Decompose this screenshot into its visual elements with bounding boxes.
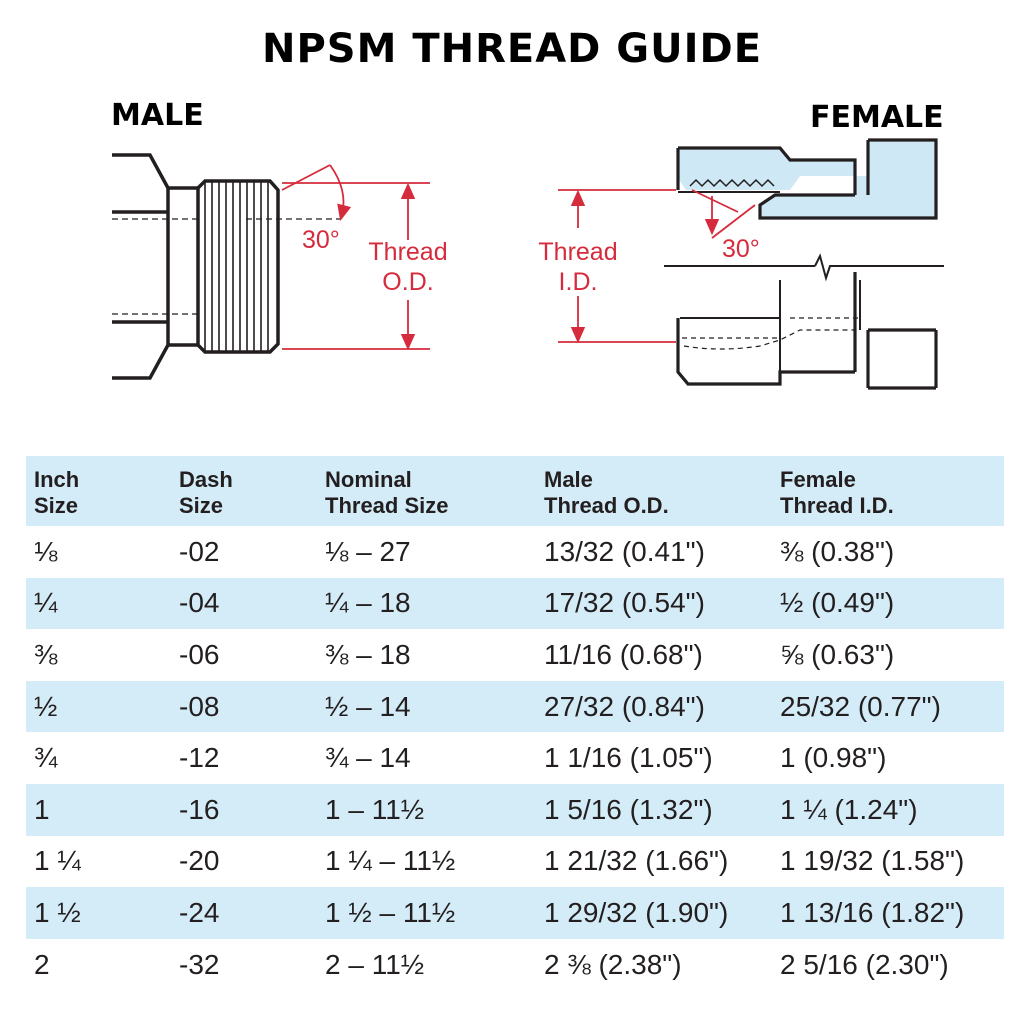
cell-dash-size: -06 — [179, 638, 220, 670]
header-dash-size: Dash Size — [179, 467, 233, 518]
cell-female-id: 25/32 (0.77") — [780, 690, 941, 722]
cell-nominal-thread: ½ – 14 — [325, 690, 411, 722]
female-label: FEMALE — [810, 100, 944, 135]
cell-female-id: ⅝ (0.63") — [780, 638, 895, 670]
cell-dash-size: -04 — [179, 587, 220, 619]
cell-female-id: 1 13/16 (1.82") — [780, 896, 965, 928]
female-dimension-line2: I.D. — [558, 268, 598, 296]
table-row — [26, 784, 1004, 836]
thread-size-table — [26, 456, 1004, 990]
table-row — [26, 681, 1004, 733]
male-thread-lines — [205, 182, 268, 351]
cell-nominal-thread: 2 – 11½ — [325, 948, 425, 980]
header-female-thread-id: Female Thread I.D. — [780, 467, 894, 518]
table-row — [26, 732, 1004, 784]
table-header-row — [26, 456, 1004, 526]
cell-female-id: 1 19/32 (1.58") — [780, 845, 965, 877]
cell-male-od: 1 29/32 (1.90") — [544, 896, 729, 928]
male-fitting — [112, 155, 278, 378]
cell-inch-size: 1 — [34, 793, 50, 825]
thread-diagram — [0, 0, 1024, 440]
cell-female-id: 2 5/16 (2.30") — [780, 948, 949, 980]
cell-dash-size: -32 — [179, 948, 220, 980]
cell-female-id: 1 (0.98") — [780, 742, 887, 774]
table-row — [26, 939, 1004, 991]
cell-inch-size: ¾ — [34, 742, 58, 774]
cell-male-od: 1 21/32 (1.66") — [544, 845, 729, 877]
cell-inch-size: 1 ½ — [34, 896, 81, 928]
cell-inch-size: ⅜ — [34, 638, 58, 670]
cell-nominal-thread: 1 ¼ – 11½ — [325, 845, 456, 877]
cell-inch-size: ¼ — [34, 587, 58, 619]
cell-male-od: 11/16 (0.68") — [544, 638, 703, 670]
page-title: NPSM THREAD GUIDE — [261, 26, 763, 72]
table-row — [26, 629, 1004, 681]
header-nominal-thread-size: Nominal Thread Size — [325, 467, 449, 518]
header-inch-size: Inch Size — [34, 467, 80, 518]
cell-nominal-thread: ¼ – 18 — [325, 587, 411, 619]
cell-female-id: ½ (0.49") — [780, 587, 895, 619]
cell-male-od: 2 ⅜ (2.38") — [544, 948, 682, 980]
cell-female-id: 1 ¼ (1.24") — [780, 793, 918, 825]
cell-male-od: 13/32 (0.41") — [544, 535, 705, 567]
male-dimension-line2: O.D. — [382, 268, 434, 296]
cell-dash-size: -12 — [179, 742, 220, 774]
male-label: MALE — [111, 98, 204, 133]
cell-dash-size: -24 — [179, 896, 220, 928]
cell-dash-size: -08 — [179, 690, 220, 722]
cell-male-od: 1 5/16 (1.32") — [544, 793, 713, 825]
female-angle-text: 30° — [722, 235, 760, 263]
cell-dash-size: -02 — [179, 535, 220, 567]
male-angle-text: 30° — [302, 226, 340, 254]
female-fitting — [664, 140, 944, 388]
cell-dash-size: -16 — [179, 793, 220, 825]
cell-inch-size: 2 — [34, 948, 50, 980]
cell-male-od: 17/32 (0.54") — [544, 587, 705, 619]
cell-male-od: 1 1/16 (1.05") — [544, 742, 713, 774]
cell-nominal-thread: ¾ – 14 — [325, 742, 411, 774]
header-male-thread-od: Male Thread O.D. — [544, 467, 669, 518]
male-dimension-line1: Thread — [368, 238, 448, 266]
cell-nominal-thread: ⅛ – 27 — [325, 535, 411, 567]
cell-nominal-thread: 1 – 11½ — [325, 793, 425, 825]
table-row — [26, 578, 1004, 630]
table-row — [26, 887, 1004, 939]
cell-female-id: ⅜ (0.38") — [780, 535, 895, 567]
cell-inch-size: ⅛ — [34, 535, 58, 567]
female-dimension-line1: Thread — [538, 238, 618, 266]
cell-dash-size: -20 — [179, 845, 220, 877]
table-row — [26, 836, 1004, 888]
table-row — [26, 526, 1004, 578]
cell-nominal-thread: 1 ½ – 11½ — [325, 896, 456, 928]
cell-inch-size: ½ — [34, 690, 58, 722]
cell-inch-size: 1 ¼ — [34, 845, 81, 877]
cell-male-od: 27/32 (0.84") — [544, 690, 705, 722]
cell-nominal-thread: ⅜ – 18 — [325, 638, 411, 670]
